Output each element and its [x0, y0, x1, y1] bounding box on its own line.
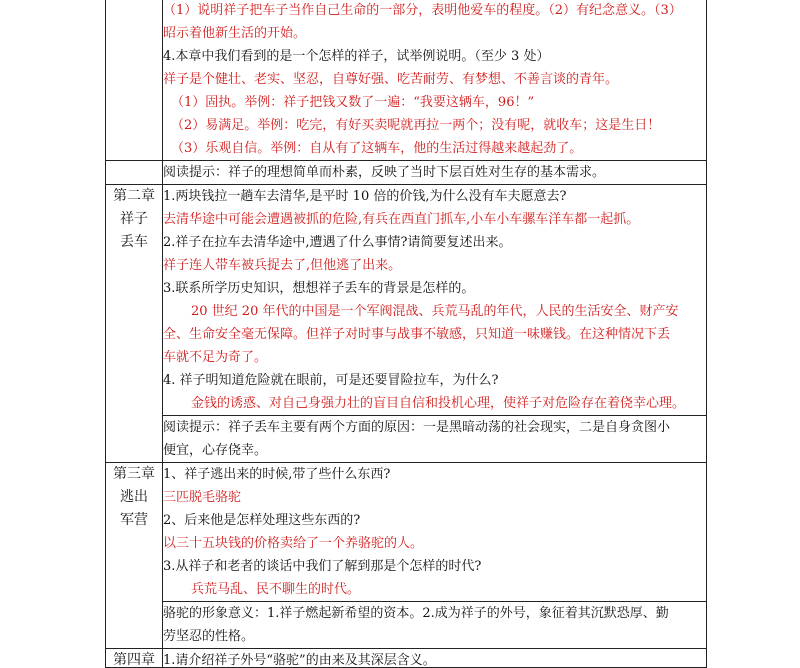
chapter-3-questions-row	[106, 463, 707, 602]
question-line: 2、后来他是怎样处理这些东西的?	[163, 513, 361, 528]
question-line: 1、祥子逃出来的时候,带了些什么东西?	[163, 467, 391, 482]
chapter-4-body	[163, 649, 707, 668]
chapter-2-body	[163, 185, 707, 416]
answer-line: （1）说明祥子把车子当作自己生命的一部分，表明他爱车的程度。（2）有纪念意义。（3）	[163, 3, 682, 18]
answer-line: 金钱的诱惑、对自己身强力壮的盲目自信和投机心理，使祥子对危险存在着侥幸心理。	[191, 396, 686, 411]
chapter-title-part: 祥子	[120, 211, 148, 227]
reading-guide-table	[105, 0, 707, 668]
chapter-1-label-cell	[106, 0, 163, 161]
question-line: 1.请介绍祥子外号“骆驼”的由来及其深层含义。	[163, 653, 436, 667]
answer-line: 全、生命安全毫无保障。但祥子对时事与战事不敏感，只知道一味赚钱。在这种情况下丢	[163, 327, 671, 342]
chapter-2-hint-row	[106, 416, 707, 463]
chapter-2-label-cell	[106, 185, 163, 463]
chapter-4-questions-row	[106, 649, 707, 668]
answer-line: 祥子连人带车被兵捉去了,但他逃了出来。	[163, 258, 402, 273]
chapter-3-label-cell	[106, 463, 163, 649]
question-line: 1.两块钱拉一趟车去清华,是平时 10 倍的价钱,为什么没有车夫愿意去?	[163, 189, 567, 204]
answer-line: 20 世纪 20 年代的中国是一个军阀混战、兵荒马乱的年代，人民的生活安全、财产安	[191, 304, 679, 319]
chapter-4-label-cell	[106, 649, 163, 668]
chapter-title-part: 逃出	[120, 489, 148, 505]
chapter-3-hint-row	[106, 602, 707, 649]
chapter-number: 第三章	[113, 466, 155, 482]
answer-line: 昭示着他新生活的开始。	[163, 26, 307, 41]
answer-line: 祥子是个健壮、老实、坚忍，自尊好强、吃苦耐劳、有梦想、不善言谈的青年。	[163, 72, 619, 87]
question-line: 3.联系所学历史知识，想想祥子丢车的背景是怎样的。	[163, 281, 475, 296]
chapter-3-body	[163, 463, 707, 602]
chapter-number: 第四章	[113, 652, 155, 667]
hint-line: 阅读提示：祥子丢车主要有两个方面的原因：一是黑暗动荡的社会现实，二是自身贪图小	[163, 420, 671, 435]
chapter-title-part: 丢车	[120, 234, 148, 250]
hint-line: 阅读提示：祥子的理想简单而朴素，反映了当时下层百姓对生存的基本需求。	[163, 165, 606, 180]
answer-line: （1）固执。举例：祥子把钱又数了一遍：“我要这辆车，96！”	[171, 95, 535, 110]
answer-line: 三匹脱毛骆驼	[163, 490, 242, 505]
answer-line: 去清华途中可能会遭遇被抓的危险,有兵在西直门抓车,小车小车骡车洋车都一起抓。	[163, 212, 640, 227]
reading-hint	[163, 161, 707, 185]
chapter-1-body	[163, 0, 707, 161]
answer-line: 兵荒马乱、民不聊生的时代。	[191, 582, 361, 597]
hint-line: 骆驼的形象意义：1.祥子燃起新希望的资本。2.成为祥子的外号，象征着其沉默恐厚、勤	[163, 606, 669, 621]
question-line: 4.本章中我们看到的是一个怎样的祥子，试举例说明。（至少 3 处）	[163, 49, 550, 64]
question-line: 4. 祥子明知道危险就在眼前，可是还要冒险拉车，为什么?	[163, 373, 499, 388]
hint-line: 劳坚忍的性格。	[163, 629, 255, 644]
answer-line: （3）乐观自信。举例：自从有了这辆车，他的生活过得越来越起劲了。	[171, 141, 583, 156]
answer-line: 以三十五块钱的价格卖给了一个养骆驼的人。	[163, 536, 424, 551]
question-line: 2.祥子在拉车去清华途中,遭遇了什么事情?请简要复述出来。	[163, 235, 512, 250]
chapter-number: 第二章	[113, 188, 155, 204]
hint-line: 便宜，心存侥幸。	[163, 443, 268, 458]
reading-hint	[163, 416, 707, 463]
chapter-1-label-cell	[106, 161, 163, 185]
answer-line: 车就不足为奇了。	[163, 350, 268, 365]
chapter-title-part: 军营	[120, 512, 148, 528]
reading-hint	[163, 602, 707, 649]
answer-line: （2）易满足。举例：吃完，有好买卖呢就再拉一两个；没有呢，就收车；这是生日！	[171, 118, 661, 133]
chapter-1-hint-row	[106, 161, 707, 185]
chapter-2-questions-row	[106, 185, 707, 416]
question-line: 3.从祥子和老者的谈话中我们了解到那是个怎样的时代?	[163, 559, 482, 574]
chapter-1-questions-row	[106, 0, 707, 161]
document-page	[105, 0, 706, 668]
